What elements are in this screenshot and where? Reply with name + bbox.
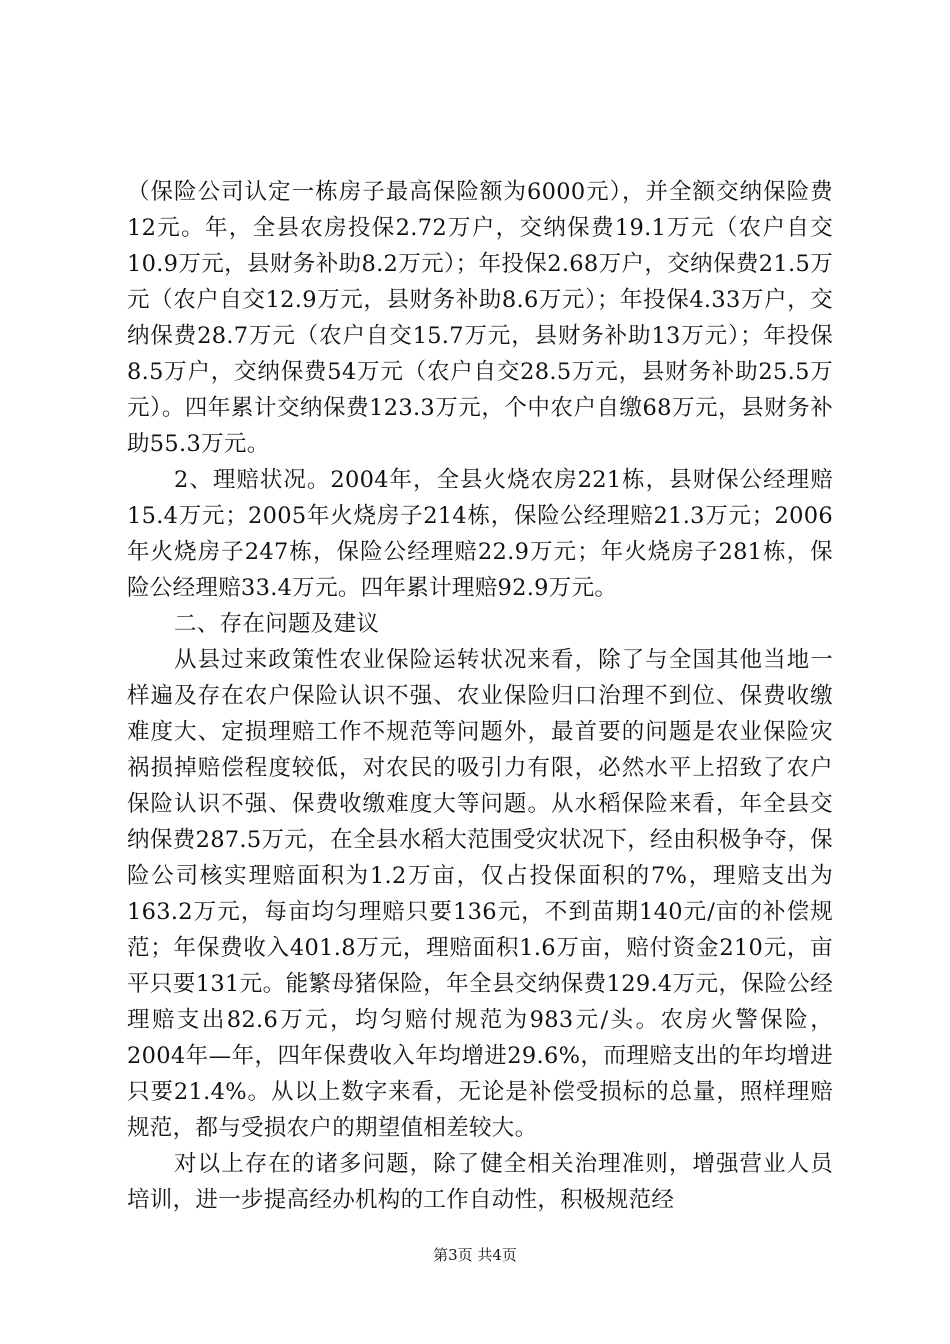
page-number-footer: 第3页 共4页: [433, 1246, 517, 1264]
section-heading-problems: 二、存在问题及建议: [174, 611, 380, 637]
paragraph-claims-status: 2、理赔状况。2004年，全县火烧农房221栋，县财保公经理赔15.4万元；2005年火烧房子214栋，保险公经理赔21.3万元；2006年火烧房子247栋，保险公经理赔22.9万元；年火烧房子281栋，保险公经理赔33.4万元。四年累计理赔92.9万元。: [127, 467, 833, 601]
paragraph-problems-analysis: 从县过来政策性农业保险运转状况来看，除了与全国其他当地一样遍及存在农户保险认识不强、农业保险归口治理不到位、保费收缴难度大、定损理赔工作不规范等问题外，最首要的问题是农业保险灾祸损掉赔偿程度较低，对农民的吸引力有限，必然水平上招致了农户保险认识不强、保费收缴难度大等问题。从水稻保险来看，年全县交纳保费287.5万元，在全县水稻大范围受灾状况下，经由积极争夺，保险公司核实理赔面积为1.2万亩，仅占投保面积的7%，理赔支出为163.2万元，每亩均匀理赔只要136元，不到苗期140元/亩的补偿规范；年保费收入401.8万元，理赔面积1.6万亩，赔付资金210元，亩平只要131元。能繁母猪保险，年全县交纳保费129.4万元，保险公经理赔支出82.6万元，均匀赔付规范为983元/头。农房火警保险，2004年—年，四年保费收入年均增进29.6%，而理赔支出的年均增进只要21.4%。从以上数字来看，无论是补偿受损标的总量，照样理赔规范，都与受损农户的期望值相差较大。: [127, 647, 833, 1141]
paragraph-suggestions: 对以上存在的诸多问题，除了健全相关治理准则，增强营业人员培训，进一步提高经办机构的工作自动性，积极规范经: [127, 1151, 833, 1213]
paragraph-premium-summary: （保险公司认定一栋房子最高保险额为6000元），并全额交纳保险费12元。年，全县农房投保2.72万户，交纳保费19.1万元（农户自交10.9万元，县财务补助8.2万元）；年投保2.68万户，交纳保费21.5万元（农户自交12.9万元，县财务补助8.6万元）；年投保4.33万户，交纳保费28.7万元（农户自交15.7万元，县财务补助13万元）；年投保8.5万户，交纳保费54万元（农户自交28.5万元，县财务补助25.5万元）。四年累计交纳保费123.3万元，个中农户自缴68万元，县财务补助55.3万元。: [127, 179, 833, 457]
document-body: [127, 174, 833, 1218]
